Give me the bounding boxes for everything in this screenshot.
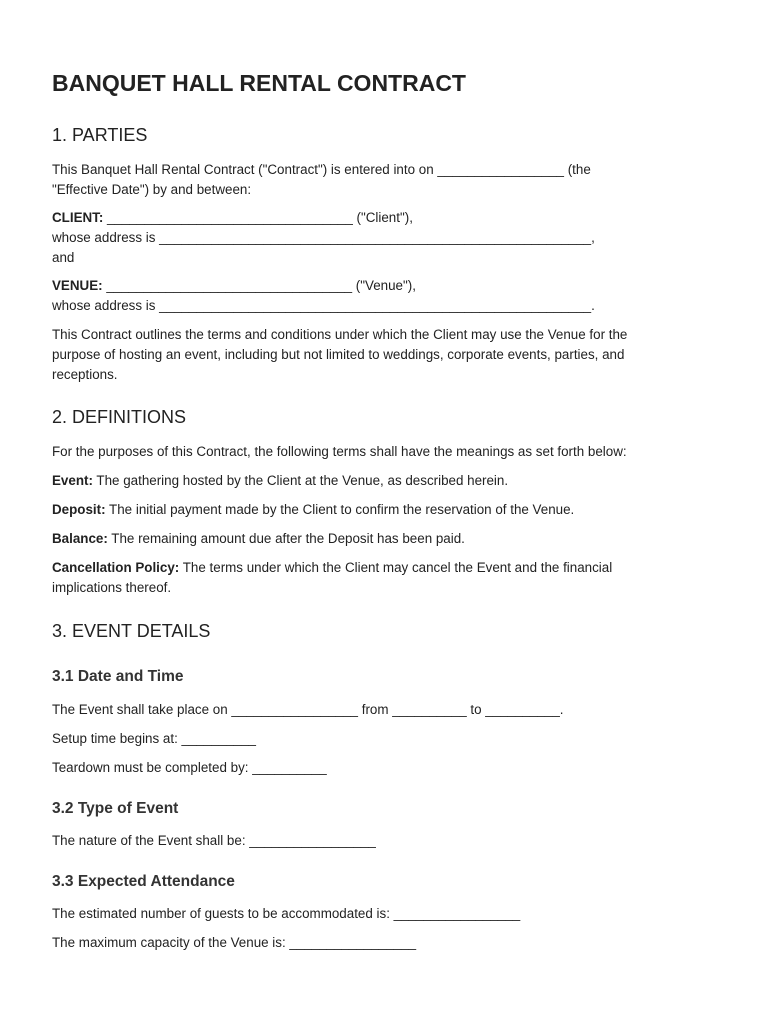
definitions-intro-text: For the purposes of this Contract, the following terms shall have the meanings as set forth below: [52,444,627,459]
subsection-heading-date-time: 3.1 Date and Time [52,668,184,685]
venue-block [52,276,722,316]
max-capacity-line [52,933,722,953]
setup-time-text: Setup time begins at: __________ [52,731,256,746]
definition-cancellation-term: Cancellation Policy: [52,560,180,575]
definition-deposit-text: The initial payment made by the Client to confirm the reservation of the Venue. [105,502,575,517]
client-address-line: whose address is __________________________________________________________, [52,230,595,245]
section-heading-parties: 1. PARTIES [52,125,148,145]
definition-balance-term: Balance: [52,531,108,546]
definition-balance [52,529,722,549]
teardown-text: Teardown must be completed by: __________ [52,760,327,775]
definition-cancellation-text-1: The terms under which the Client may cancel the Event and the financial [179,560,613,575]
contract-outline-paragraph [52,325,722,385]
outline-line-2: purpose of hosting an event, including but not limited to weddings, corporate events, parties, and [52,347,625,362]
event-nature-line [52,831,722,851]
client-block [52,208,722,268]
venue-label: VENUE: [52,278,103,293]
parties-intro [52,160,722,200]
venue-address-line: whose address is __________________________________________________________. [52,298,595,313]
event-date-line [52,700,722,720]
document-title: BANQUET HALL RENTAL CONTRACT [52,70,466,96]
estimated-guests-line [52,904,722,924]
parties-intro-line-1: This Banquet Hall Rental Contract ("Contract") is entered into on _________________ (the [52,162,591,177]
definition-balance-text: The remaining amount due after the Deposit has been paid. [107,531,465,546]
parties-intro-line-2: "Effective Date") by and between: [52,182,252,197]
definitions-intro [52,442,722,462]
definition-event-text: The gathering hosted by the Client at the Venue, as described herein. [92,473,509,488]
event-nature-text: The nature of the Event shall be: _________________ [52,833,376,848]
max-capacity-text: The maximum capacity of the Venue is: _________________ [52,935,417,950]
venue-name-line: _________________________________ ("Venue"), [102,278,416,293]
teardown-line [52,758,722,778]
setup-time-line [52,729,722,749]
client-name-line: _________________________________ ("Client"), [103,210,413,225]
subsection-heading-event-type: 3.2 Type of Event [52,800,179,817]
client-label: CLIENT: [52,210,104,225]
section-heading-event-details: 3. EVENT DETAILS [52,621,211,641]
outline-line-1: This Contract outlines the terms and conditions under which the Client may use the Venue for the [52,327,628,342]
definition-cancellation-text-2: implications thereof. [52,580,172,595]
outline-line-3: receptions. [52,367,118,382]
event-date-text: The Event shall take place on _________________ from __________ to __________. [52,702,564,717]
definition-event [52,471,722,491]
subsection-heading-attendance: 3.3 Expected Attendance [52,873,235,890]
section-heading-definitions: 2. DEFINITIONS [52,407,187,427]
estimated-guests-text: The estimated number of guests to be accommodated is: _________________ [52,906,521,921]
definition-deposit-term: Deposit: [52,502,106,517]
definition-deposit [52,500,722,520]
client-and: and [52,250,75,265]
definition-cancellation-policy [52,558,722,598]
definition-event-term: Event: [52,473,93,488]
